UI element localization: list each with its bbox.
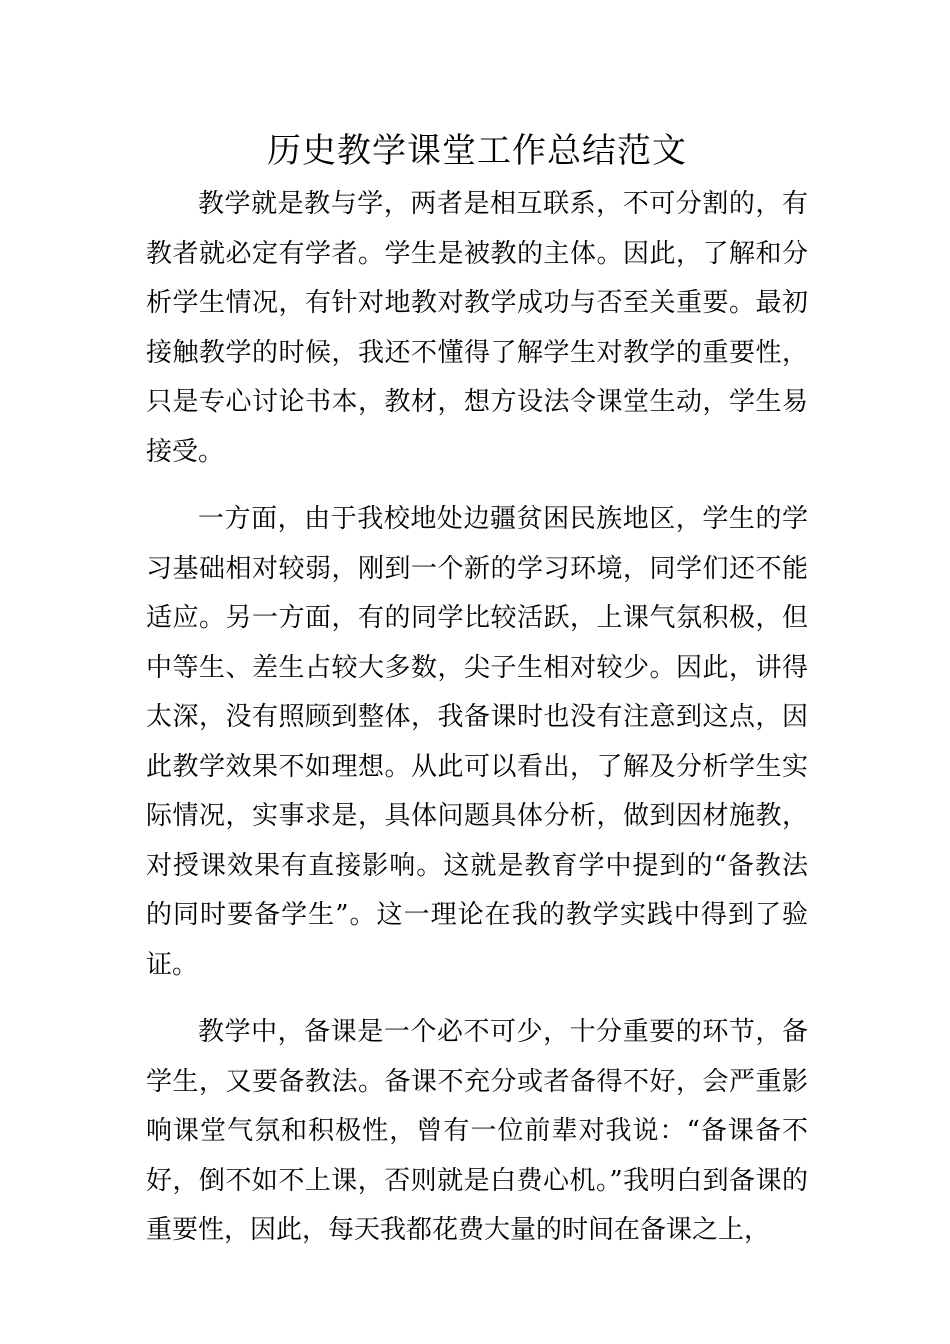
paragraph-1: 教学就是教与学，两者是相互联系，不可分割的，有教者就必定有学者。学生是被教的主体。因此，了解和分析学生情况，有针对地教对教学成功与否至关重要。最初接触教学的时候，我还不懂得了解学生对教学的重要性，只是专心讨论书本，教材，想方设法令课堂生动，学生易接受。 bbox=[146, 189, 808, 467]
document-title: 历史教学课堂工作总结范文 bbox=[267, 131, 687, 171]
paragraph-3: 教学中，备课是一个必不可少，十分重要的环节，备学生，又要备教法。备课不充分或者备得不好，会严重影响课堂气氛和积极性，曾有一位前辈对我说：“备课备不好，倒不如不上课，否则就是白费心机。”我明白到备课的重要性，因此，每天我都花费大量的时间在备课之上， bbox=[146, 1017, 808, 1245]
document-page bbox=[146, 128, 808, 1274]
paragraph-2: 一方面，由于我校地处边疆贫困民族地区，学生的学习基础相对较弱，刚到一个新的学习环境，同学们还不能适应。另一方面，有的同学比较活跃，上课气氛积极，但中等生、差生占较大多数，尖子生相对较少。因此，讲得太深，没有照顾到整体，我备课时也没有注意到这点，因此教学效果不如理想。从此可以看出，了解及分析学生实际情况，实事求是，具体问题具体分析，做到因材施教，对授课效果有直接影响。这就是教育学中提到的“备教法的同时要备学生”。这一理论在我的教学实践中得到了验证。 bbox=[146, 504, 808, 980]
